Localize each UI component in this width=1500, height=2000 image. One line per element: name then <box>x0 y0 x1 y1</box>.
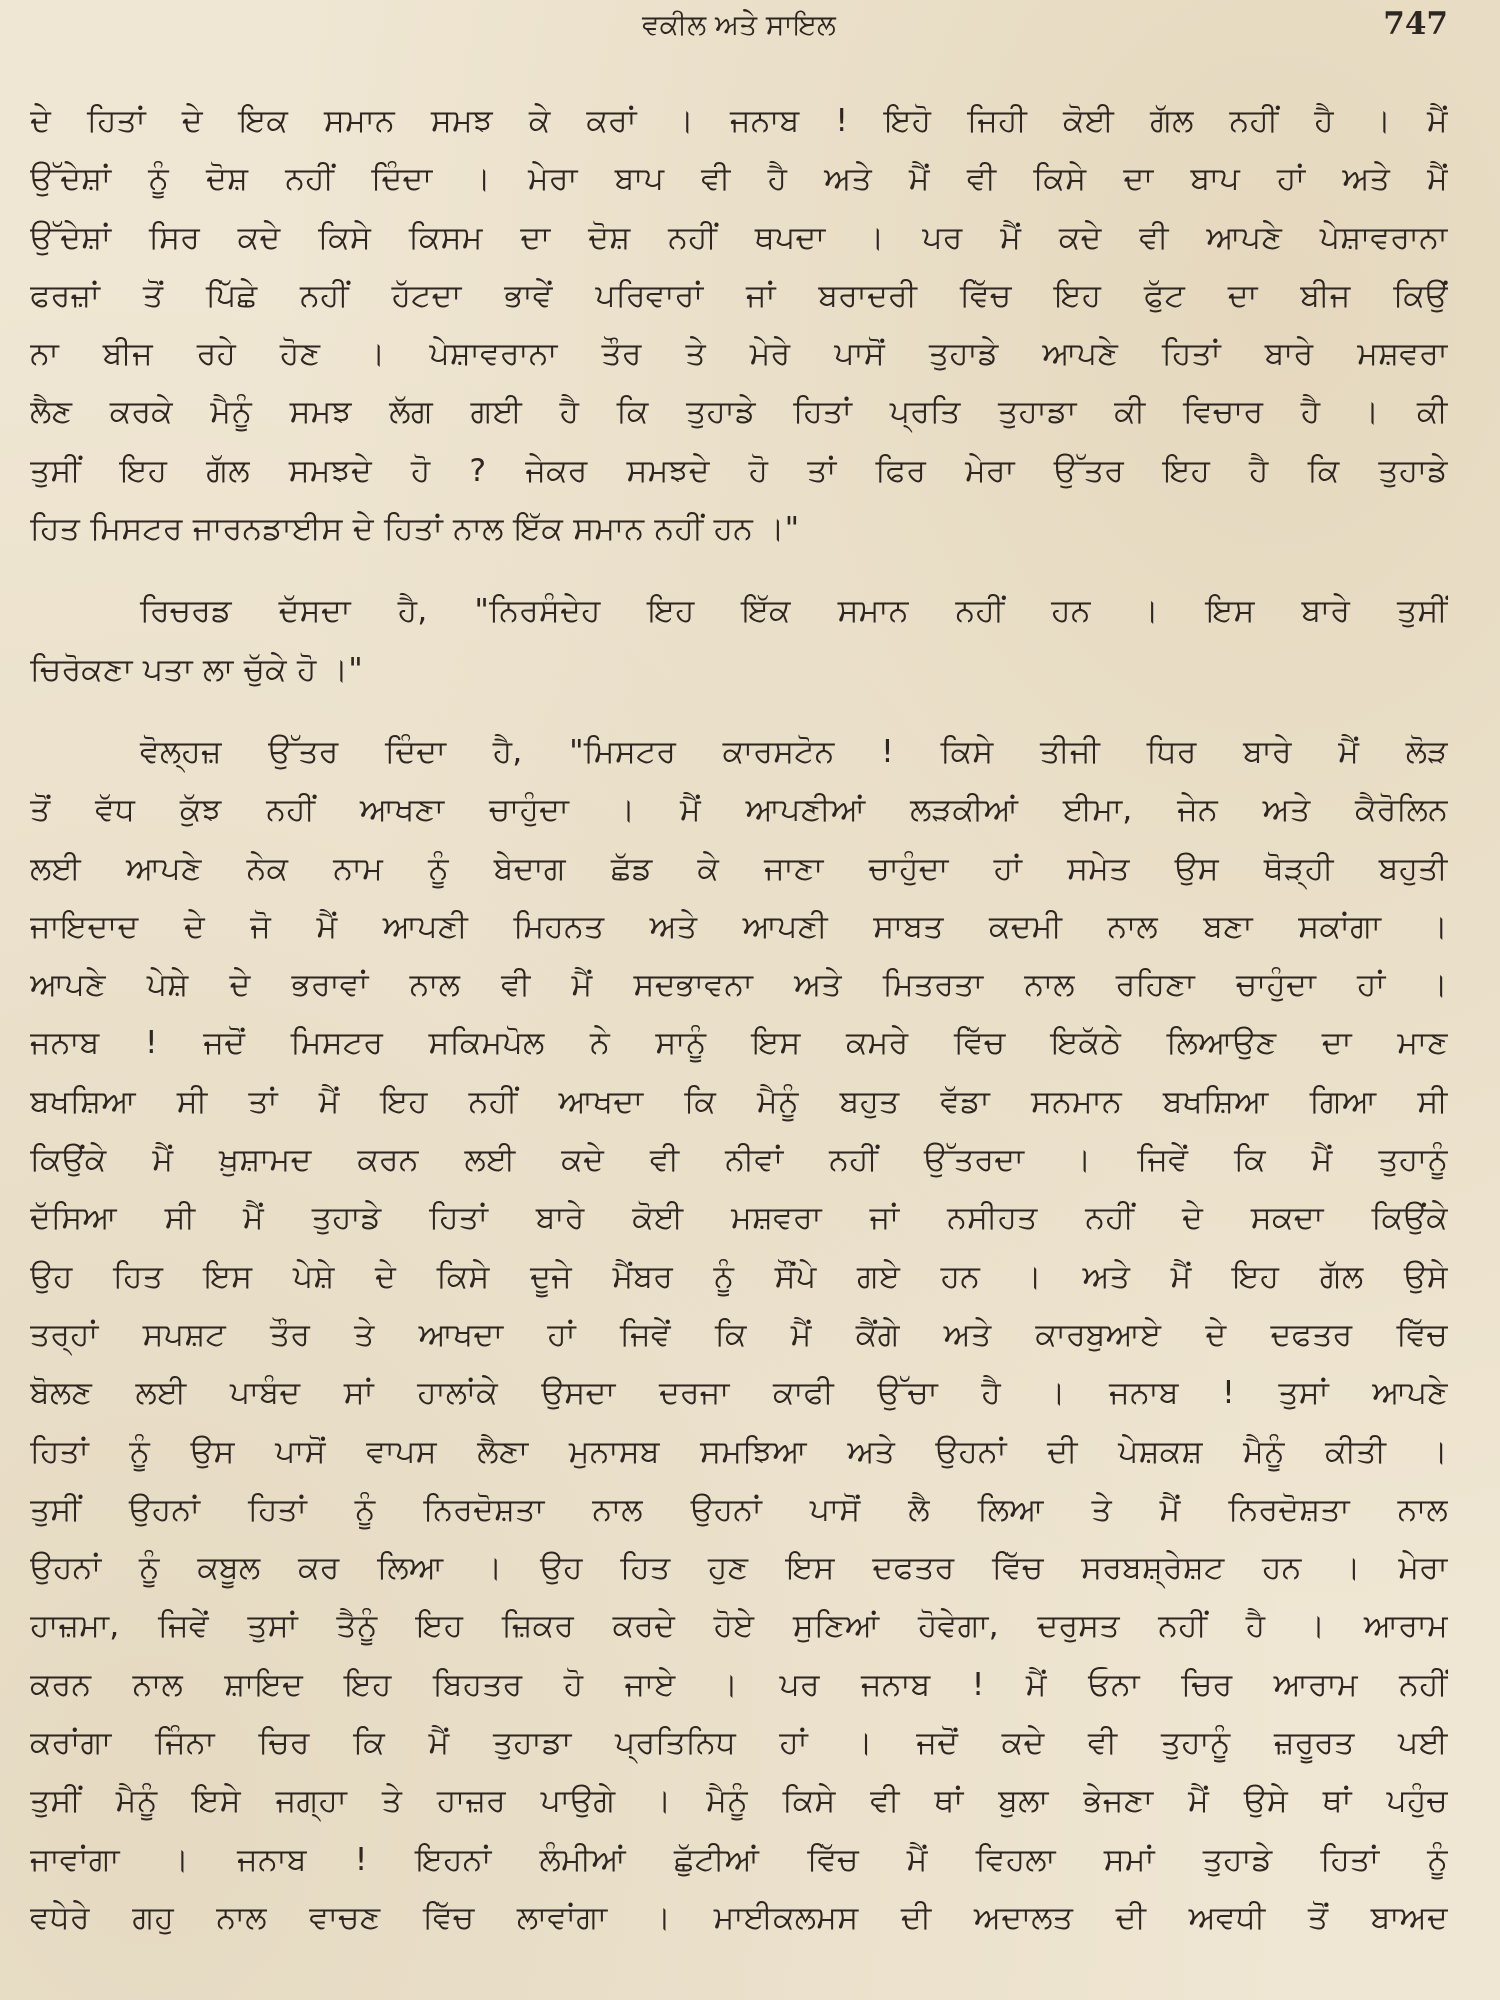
text-line: ਤੁਸੀਂ ਮੈਨੂੰ ਇਸੇ ਜਗ੍ਹਾ ਤੇ ਹਾਜ਼ਰ ਪਾਉਗੇ । ਮੈਨੂੰ ਕਿਸੇ ਵੀ ਥਾਂ ਬੁਲਾ ਭੇਜਣਾ ਮੈਂ ਉਸੇ ਥਾਂ ਪਹੁੰਚ <box>30 1783 1448 1820</box>
text-line: ਹਾਜ਼ਮਾ, ਜਿਵੇਂ ਤੁਸਾਂ ਤੈਨੂੰ ਇਹ ਜ਼ਿਕਰ ਕਰਦੇ ਹੋਏ ਸੁਣਿਆਂ ਹੋਵੇਗਾ, ਦਰੁਸਤ ਨਹੀਂ ਹੈ । ਆਰਾਮ <box>30 1608 1448 1645</box>
text-line: ਜਾਵਾਂਗਾ । ਜਨਾਬ ! ਇਹਨਾਂ ਲੰਮੀਆਂ ਛੁੱਟੀਆਂ ਵਿੱਚ ਮੈਂ ਵਿਹਲਾ ਸਮਾਂ ਤੁਹਾਡੇ ਹਿਤਾਂ ਨੂੰ <box>30 1841 1448 1878</box>
text-line: ਆਪਣੇ ਪੇਸ਼ੇ ਦੇ ਭਰਾਵਾਂ ਨਾਲ ਵੀ ਮੈਂ ਸਦਭਾਵਨਾ ਅਤੇ ਮਿਤਰਤਾ ਨਾਲ ਰਹਿਣਾ ਚਾਹੁੰਦਾ ਹਾਂ । <box>30 967 1448 1004</box>
text-line: ਰਿਚਰਡ ਦੱਸਦਾ ਹੈ, "ਨਿਰਸੰਦੇਹ ਇਹ ਇੱਕ ਸਮਾਨ ਨਹੀਂ ਹਨ । ਇਸ ਬਾਰੇ ਤੁਸੀਂ <box>140 593 1448 630</box>
text-line: ਕਰਨ ਨਾਲ ਸ਼ਾਇਦ ਇਹ ਬਿਹਤਰ ਹੋ ਜਾਏ । ਪਰ ਜਨਾਬ ! ਮੈਂ ਓਨਾ ਚਿਰ ਆਰਾਮ ਨਹੀਂ <box>30 1666 1448 1703</box>
text-line: ਵੋਲ੍ਹਜ਼ ਉੱਤਰ ਦਿੰਦਾ ਹੈ, "ਮਿਸਟਰ ਕਾਰਸਟੋਨ ! ਕਿਸੇ ਤੀਜੀ ਧਿਰ ਬਾਰੇ ਮੈਂ ਲੋੜ <box>140 733 1448 770</box>
text-line: ਬਖਸ਼ਿਆ ਸੀ ਤਾਂ ਮੈਂ ਇਹ ਨਹੀਂ ਆਖਦਾ ਕਿ ਮੈਨੂੰ ਬਹੁਤ ਵੱਡਾ ਸਨਮਾਨ ਬਖਸ਼ਿਆ ਗਿਆ ਸੀ <box>30 1083 1448 1120</box>
text-line: ਚਿਰੋਕਣਾ ਪਤਾ ਲਾ ਚੁੱਕੇ ਹੋ ।" <box>30 651 363 688</box>
running-head <box>30 0 1448 62</box>
body-text <box>30 92 1448 1967</box>
text-line: ਤੁਸੀਂ ਉਹਨਾਂ ਹਿਤਾਂ ਨੂੰ ਨਿਰਦੋਸ਼ਤਾ ਨਾਲ ਉਹਨਾਂ ਪਾਸੋਂ ਲੈ ਲਿਆ ਤੇ ਮੈਂ ਨਿਰਦੋਸ਼ਤਾ ਨਾਲ <box>30 1491 1448 1528</box>
text-line: ਕਰਾਂਗਾ ਜਿੰਨਾ ਚਿਰ ਕਿ ਮੈਂ ਤੁਹਾਡਾ ਪ੍ਰਤਿਨਿਧ ਹਾਂ । ਜਦੋਂ ਕਦੇ ਵੀ ਤੁਹਾਨੂੰ ਜ਼ਰੂਰਤ ਪਈ <box>30 1725 1448 1762</box>
text-line: ਉੱਦੇਸ਼ਾਂ ਨੂੰ ਦੋਸ਼ ਨਹੀਂ ਦਿੰਦਾ । ਮੇਰਾ ਬਾਪ ਵੀ ਹੈ ਅਤੇ ਮੈਂ ਵੀ ਕਿਸੇ ਦਾ ਬਾਪ ਹਾਂ ਅਤੇ ਮੈਂ <box>30 161 1448 198</box>
text-line: ਜਨਾਬ ! ਜਦੋਂ ਮਿਸਟਰ ਸਕਿਮਪੋਲ ਨੇ ਸਾਨੂੰ ਇਸ ਕਮਰੇ ਵਿੱਚ ਇਕੱਠੇ ਲਿਆਉਣ ਦਾ ਮਾਣ <box>30 1025 1448 1062</box>
page-number: 747 <box>1383 6 1448 42</box>
text-line: ਲੈਣ ਕਰਕੇ ਮੈਨੂੰ ਸਮਝ ਲੱਗ ਗਈ ਹੈ ਕਿ ਤੁਹਾਡੇ ਹਿਤਾਂ ਪ੍ਰਤਿ ਤੁਹਾਡਾ ਕੀ ਵਿਚਾਰ ਹੈ । ਕੀ <box>30 394 1448 431</box>
text-line: ਉੱਦੇਸ਼ਾਂ ਸਿਰ ਕਦੇ ਕਿਸੇ ਕਿਸਮ ਦਾ ਦੋਸ਼ ਨਹੀਂ ਥਪਦਾ । ਪਰ ਮੈਂ ਕਦੇ ਵੀ ਆਪਣੇ ਪੇਸ਼ਾਵਰਾਨਾ <box>30 219 1448 256</box>
text-line: ਤਰ੍ਹਾਂ ਸਪਸ਼ਟ ਤੌਰ ਤੇ ਆਖਦਾ ਹਾਂ ਜਿਵੇਂ ਕਿ ਮੈਂ ਕੈਂਗੇ ਅਤੇ ਕਾਰਬੁਆਏ ਦੇ ਦਫਤਰ ਵਿੱਚ <box>30 1316 1448 1353</box>
paragraph-3 <box>30 723 1448 1947</box>
text-line: ਤੁਸੀਂ ਇਹ ਗੱਲ ਸਮਝਦੇ ਹੋ ? ਜੇਕਰ ਸਮਝਦੇ ਹੋ ਤਾਂ ਫਿਰ ਮੇਰਾ ਉੱਤਰ ਇਹ ਹੈ ਕਿ ਤੁਹਾਡੇ <box>30 452 1448 489</box>
text-line: ਕਿਉਂਕੇ ਮੈਂ ਖ਼ੁਸ਼ਾਮਦ ਕਰਨ ਲਈ ਕਦੇ ਵੀ ਨੀਵਾਂ ਨਹੀਂ ਉੱਤਰਦਾ । ਜਿਵੇਂ ਕਿ ਮੈਂ ਤੁਹਾਨੂੰ <box>30 1142 1448 1179</box>
text-line: ਬੋਲਣ ਲਈ ਪਾਬੰਦ ਸਾਂ ਹਾਲਾਂਕੇ ਉਸਦਾ ਦਰਜਾ ਕਾਫੀ ਉੱਚਾ ਹੈ । ਜਨਾਬ ! ਤੁਸਾਂ ਆਪਣੇ <box>30 1375 1448 1412</box>
text-line: ਜਾਇਦਾਦ ਦੇ ਜੋ ਮੈਂ ਆਪਣੀ ਮਿਹਨਤ ਅਤੇ ਆਪਣੀ ਸਾਬਤ ਕਦਮੀ ਨਾਲ ਬਣਾ ਸਕਾਂਗਾ । <box>30 908 1448 945</box>
text-line: ਦੇ ਹਿਤਾਂ ਦੇ ਇਕ ਸਮਾਨ ਸਮਝ ਕੇ ਕਰਾਂ । ਜਨਾਬ ! ਇਹੋ ਜਿਹੀ ਕੋਈ ਗੱਲ ਨਹੀਂ ਹੈ । ਮੈਂ <box>30 103 1448 139</box>
text-line: ਦੱਸਿਆ ਸੀ ਮੈਂ ਤੁਹਾਡੇ ਹਿਤਾਂ ਬਾਰੇ ਕੋਈ ਮਸ਼ਵਰਾ ਜਾਂ ਨਸੀਹਤ ਨਹੀਂ ਦੇ ਸਕਦਾ ਕਿਉਂਕੇ <box>30 1200 1448 1237</box>
paragraph-1 <box>30 92 1448 558</box>
paragraph-2 <box>30 582 1448 699</box>
text-line: ਫਰਜ਼ਾਂ ਤੋਂ ਪਿੱਛੇ ਨਹੀਂ ਹੱਟਦਾ ਭਾਵੇਂ ਪਰਿਵਾਰਾਂ ਜਾਂ ਬਰਾਦਰੀ ਵਿੱਚ ਇਹ ਫੁੱਟ ਦਾ ਬੀਜ ਕਿਉਂ <box>30 277 1448 314</box>
running-title: ਵਕੀਲ ਅਤੇ ਸਾਇਲ <box>642 8 836 41</box>
text-line: ਨਾ ਬੀਜ ਰਹੇ ਹੋਣ । ਪੇਸ਼ਾਵਰਾਨਾ ਤੌਰ ਤੇ ਮੇਰੇ ਪਾਸੋਂ ਤੁਹਾਡੇ ਆਪਣੇ ਹਿਤਾਂ ਬਾਰੇ ਮਸ਼ਵਰਾ <box>30 336 1448 373</box>
text-line: ਤੋਂ ਵੱਧ ਕੁੱਝ ਨਹੀਂ ਆਖਣਾ ਚਾਹੁੰਦਾ । ਮੈਂ ਆਪਣੀਆਂ ਲੜਕੀਆਂ ਈਮਾ, ਜੇਨ ਅਤੇ ਕੈਰੋਲਿਨ <box>30 792 1448 829</box>
text-line: ਹਿਤਾਂ ਨੂੰ ਉਸ ਪਾਸੋਂ ਵਾਪਸ ਲੈਣਾ ਮੁਨਾਸਬ ਸਮਝਿਆ ਅਤੇ ਉਹਨਾਂ ਦੀ ਪੇਸ਼ਕਸ਼ ਮੈਨੂੰ ਕੀਤੀ । <box>30 1433 1448 1470</box>
text-line: ਵਧੇਰੇ ਗਹੁ ਨਾਲ ਵਾਚਣ ਵਿੱਚ ਲਾਵਾਂਗਾ । ਮਾਈਕਲਮਸ ਦੀ ਅਦਾਲਤ ਦੀ ਅਵਧੀ ਤੋਂ ਬਾਅਦ <box>30 1899 1448 1936</box>
text-line: ਉਹ ਹਿਤ ਇਸ ਪੇਸ਼ੇ ਦੇ ਕਿਸੇ ਦੂਜੇ ਮੈਂਬਰ ਨੂੰ ਸੌਂਪੇ ਗਏ ਹਨ । ਅਤੇ ਮੈਂ ਇਹ ਗੱਲ ਉਸੇ <box>30 1258 1448 1295</box>
text-line: ਲਈ ਆਪਣੇ ਨੇਕ ਨਾਮ ਨੂੰ ਬੇਦਾਗ ਛੱਡ ਕੇ ਜਾਣਾ ਚਾਹੁੰਦਾ ਹਾਂ ਸਮੇਤ ਉਸ ਥੋੜ੍ਹੀ ਬਹੁਤੀ <box>30 850 1448 887</box>
text-line: ਉਹਨਾਂ ਨੂੰ ਕਬੂਲ ਕਰ ਲਿਆ । ਉਹ ਹਿਤ ਹੁਣ ਇਸ ਦਫਤਰ ਵਿੱਚ ਸਰਬਸ਼੍ਰੇਸ਼ਟ ਹਨ । ਮੇਰਾ <box>30 1550 1448 1587</box>
text-line: ਹਿਤ ਮਿਸਟਰ ਜਾਰਨਡਾਈਸ ਦੇ ਹਿਤਾਂ ਨਾਲ ਇੱਕ ਸਮਾਨ ਨਹੀਂ ਹਨ ।" <box>30 511 800 548</box>
